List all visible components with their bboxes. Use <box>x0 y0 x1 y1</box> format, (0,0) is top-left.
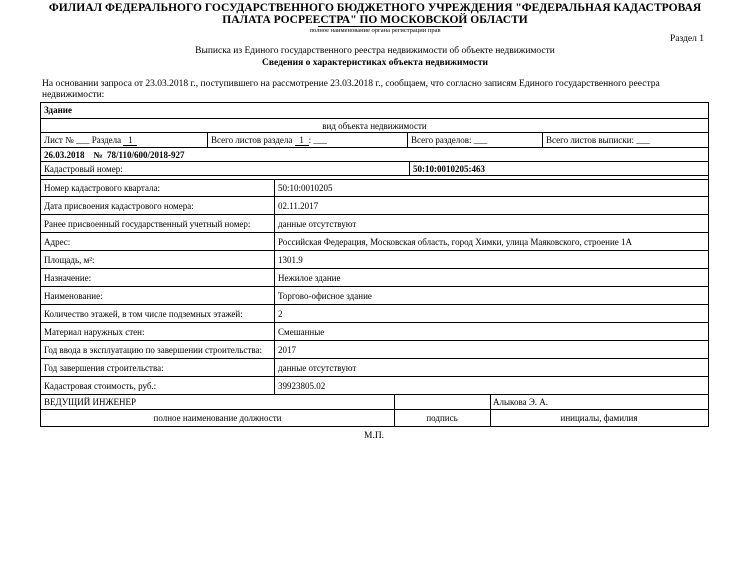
characteristic-label: Год завершения строительства: <box>44 363 164 373</box>
characteristic-row <box>41 233 708 251</box>
extract-table <box>40 102 709 427</box>
signer-name: Алыкова Э. А. <box>493 397 549 407</box>
characteristic-row <box>41 305 708 323</box>
sheets-in-section <box>211 132 327 148</box>
cadastral-number-label: Кадастровый номер: <box>44 164 123 174</box>
rule <box>274 377 275 395</box>
document-subtitle: Сведения о характеристиках объекта недвижимости <box>262 58 488 68</box>
rule <box>274 215 275 233</box>
sheet-number-value: ___ <box>75 135 90 145</box>
characteristic-label: Назначение: <box>44 273 92 283</box>
characteristic-value: 02.11.2017 <box>278 201 319 211</box>
section-number-value: 1 <box>123 135 137 146</box>
rule <box>409 161 410 175</box>
characteristic-label: Дата присвоения кадастрового номера: <box>44 201 194 211</box>
rule <box>41 175 708 176</box>
stamp-place: М.П. <box>364 431 385 441</box>
characteristic-value: 50:10:0010205 <box>278 183 333 193</box>
characteristic-value: 2 <box>278 309 283 319</box>
object-type: Здание <box>44 105 72 115</box>
rule <box>274 323 275 341</box>
characteristic-value: Смешанные <box>278 327 325 337</box>
rule <box>274 269 275 287</box>
rule <box>274 359 275 377</box>
characteristic-label: Ранее присвоенный государственный учетный номер: <box>44 219 251 229</box>
sheets-in-section-label: Всего листов раздела <box>211 135 293 145</box>
characteristic-value: Российская Федерация, Московская область, город Химки, улица Маяковского, строение 1А <box>278 237 633 247</box>
characteristic-row <box>41 197 708 215</box>
rule <box>207 132 208 147</box>
characteristic-label: Год ввода в эксплуатацию по завершении строительства: <box>44 345 262 355</box>
characteristic-value: данные отсутствуют <box>278 219 357 229</box>
characteristic-value: Нежилое здание <box>278 273 341 283</box>
rule <box>274 251 275 269</box>
rule <box>41 161 708 162</box>
total-sheets: Всего листов выписки: ___ <box>546 135 650 145</box>
characteristic-row <box>41 287 708 305</box>
section-label: Раздел 1 <box>670 34 704 44</box>
characteristic-row <box>41 323 708 341</box>
rule <box>274 341 275 359</box>
record-number: 78/110/600/2018-927 <box>107 150 185 160</box>
position-caption: полное наименование должности <box>153 413 282 423</box>
characteristic-label: Наименование: <box>44 291 103 301</box>
characteristic-label: Площадь, м²: <box>44 255 95 265</box>
characteristic-label: Количество этажей, в том числе подземных этажей: <box>44 309 243 319</box>
characteristic-label: Кадастровая стоимость, руб.: <box>44 381 157 391</box>
characteristic-row <box>41 251 708 269</box>
record-date: 26.03.2018 <box>44 150 85 160</box>
characteristic-value: 2017 <box>278 345 296 355</box>
sheets-in-section-value: 1 <box>295 135 309 146</box>
rule <box>274 233 275 251</box>
sheets-in-section-tail: : ___ <box>308 135 327 145</box>
record-number-label: № <box>93 150 103 160</box>
characteristic-label: Номер кадастрового квартала: <box>44 183 160 193</box>
characteristic-value: 1301.9 <box>278 255 303 265</box>
signer-position: ВЕДУЩИЙ ИНЖЕНЕР <box>44 397 137 407</box>
characteristic-row <box>41 269 708 287</box>
basis-paragraph: На основании запроса от 23.03.2018 г., поступившего на рассмотрение 23.03.2018 г., сообщаем, что согласно записям Единого государственного реестра недвижимости: <box>42 79 660 100</box>
characteristic-row <box>41 179 708 197</box>
sheet-number <box>44 132 137 148</box>
rule <box>542 132 543 147</box>
rule <box>407 132 408 147</box>
document-title-text: Выписка из Единого государственного реестра недвижимости об объекте недвижимости <box>195 46 555 56</box>
characteristic-row <box>41 359 708 377</box>
rule <box>274 287 275 305</box>
organization-name: ФИЛИАЛ ФЕДЕРАЛЬНОГО ГОСУДАРСТВЕННОГО БЮДЖЕТНОГО УЧРЕЖДЕНИЯ "ФЕДЕРАЛЬНАЯ КАДАСТРОВАЯ ПАЛАТА РОСРЕЕСТРА" ПО МОСКОВСКОЙ ОБЛАСТИ <box>48 2 702 26</box>
rule <box>41 394 708 395</box>
signature-caption: подпись <box>426 413 458 423</box>
characteristic-label: Адрес: <box>44 237 71 247</box>
rule <box>274 197 275 215</box>
characteristic-label: Материал наружных стен: <box>44 327 145 337</box>
rule <box>274 305 275 323</box>
characteristic-row <box>41 377 708 395</box>
characteristic-row <box>41 215 708 233</box>
section-number-label: Раздела <box>91 135 122 145</box>
sheet-number-label: Лист № <box>44 135 74 145</box>
characteristic-value: данные отсутствуют <box>278 363 357 373</box>
organization-caption: полное наименование органа регистрации прав <box>309 27 441 34</box>
object-type-caption: вид объекта недвижимости <box>322 121 427 131</box>
characteristics-table <box>41 179 708 395</box>
cadastral-number-value: 50:10:0010205:463 <box>413 164 485 174</box>
document-title <box>40 45 710 69</box>
characteristic-value: 39923805.02 <box>278 381 326 391</box>
rule <box>274 179 275 197</box>
total-sections: Всего разделов: ___ <box>411 135 488 145</box>
characteristic-value: Торгово-офисное здание <box>278 291 372 301</box>
characteristic-row <box>41 341 708 359</box>
name-caption: инициалы, фамилия <box>560 413 638 423</box>
